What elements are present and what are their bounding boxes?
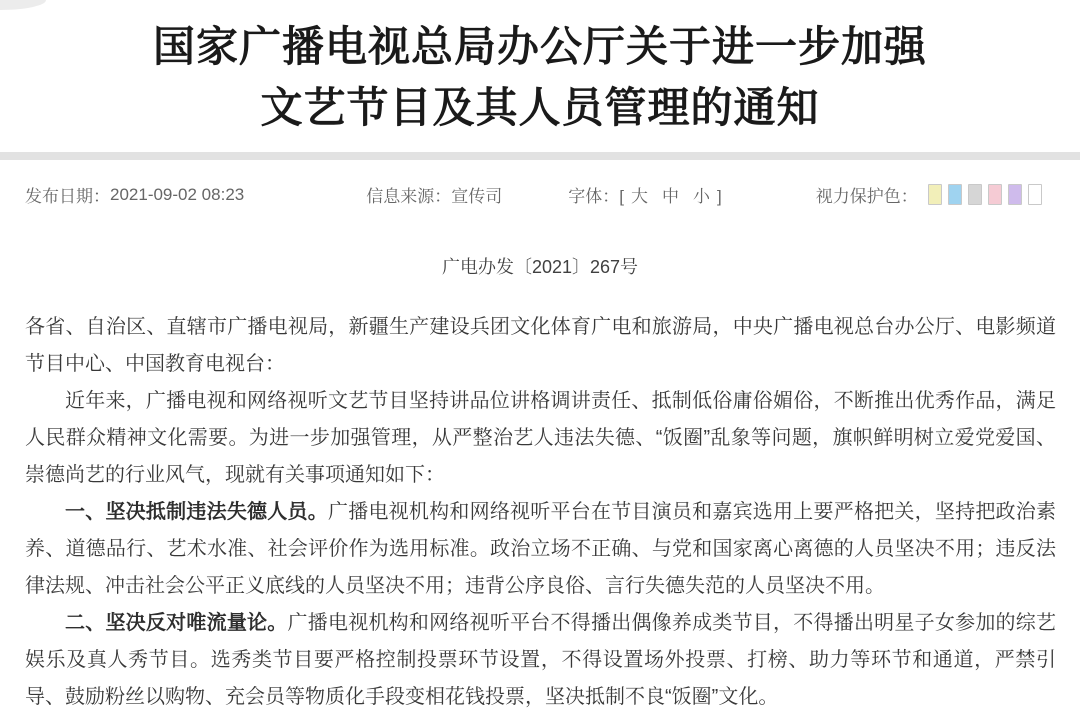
font-size-bracket-close: ]	[716, 187, 722, 206]
eye-protection-swatches	[928, 184, 1048, 205]
color-swatch-blue[interactable]	[948, 184, 962, 205]
font-size-label: 字体：	[568, 187, 620, 206]
paragraph-section-1	[25, 494, 1056, 605]
color-swatch-yellow[interactable]	[928, 184, 942, 205]
header-divider	[0, 152, 1080, 160]
paragraph-addressees	[25, 309, 1056, 383]
notice-body	[0, 279, 1080, 716]
paragraph-intro	[25, 383, 1056, 494]
font-size-large-button[interactable]: 大	[630, 187, 648, 206]
font-size-small-button[interactable]: 小	[692, 187, 710, 206]
font-size-medium-button[interactable]: 中	[661, 187, 679, 206]
publish-date-label: 发布日期：	[25, 187, 110, 206]
meta-bar	[0, 160, 1080, 221]
paragraph-4-lead: 二、坚决反对唯流量论。	[65, 612, 288, 634]
color-swatch-white[interactable]	[1028, 184, 1042, 205]
color-swatch-pink[interactable]	[988, 184, 1002, 205]
paragraph-section-2	[25, 605, 1056, 716]
paragraph-4-text: 广播电视机构和网络视听平台不得播出偶像养成类节目，不得播出明星子女参加的综艺娱乐及真人秀节目。选秀类节目要严格控制投票环节设置，不得设置场外投票、打榜、助力等环节和通道，严禁引导、鼓励粉丝以购物、充会员等物质化手段变相花钱投票，坚决抵制不良“饭圈”文化。	[25, 612, 1057, 708]
info-source-value: 宣传司	[451, 187, 503, 206]
paragraph-2-text: 近年来，广播电视和网络视听文艺节目坚持讲品位讲格调讲责任、抵制低俗庸俗媚俗，不断推出优秀作品，满足人民群众精神文化需要。为进一步加强管理，从严整治艺人违法失德、“饭圈”乱象等问题，旗帜鲜明树立爱党爱国、崇德尚艺的行业风气，现就有关事项通知如下：	[25, 390, 1056, 486]
color-swatch-purple[interactable]	[1008, 184, 1022, 205]
color-swatch-gray[interactable]	[968, 184, 982, 205]
paragraph-3-text: 广播电视机构和网络视听平台在节目演员和嘉宾选用上要严格把关，坚持把政治素养、道德品行、艺术水准、社会评价作为选用标准。政治立场不正确、与党和国家离心离德的人员坚决不用；违反法律法规、冲击社会公平正义底线的人员坚决不用；违背公序良俗、言行失德失范的人员坚决不用。	[25, 501, 1057, 597]
info-source-label: 信息来源：	[366, 187, 452, 206]
font-size-control	[568, 182, 721, 207]
paragraph-3-lead: 一、坚决抵制违法失德人员。	[65, 501, 328, 523]
paragraph-1-text: 各省、自治区、直辖市广播电视局，新疆生产建设兵团文化体育广电和旅游局，中央广播电视总台办公厅、电影频道节目中心、中国教育电视台：	[25, 316, 1056, 375]
eye-protection-label: 视力保护色：	[815, 187, 918, 206]
document-number: 广电办发〔2021〕267号	[441, 257, 639, 277]
publish-date	[25, 182, 244, 207]
eye-protection-control	[816, 182, 1048, 207]
font-size-bracket-open: [	[619, 187, 624, 206]
publish-date-value: 2021-09-02 08:23	[110, 184, 245, 204]
page-title	[0, 0, 1080, 152]
page-title-line2: 文艺节目及其人员管理的通知	[260, 84, 820, 131]
info-source	[366, 182, 502, 207]
page-title-line1: 国家广播电视总局办公厅关于进一步加强	[152, 23, 927, 70]
